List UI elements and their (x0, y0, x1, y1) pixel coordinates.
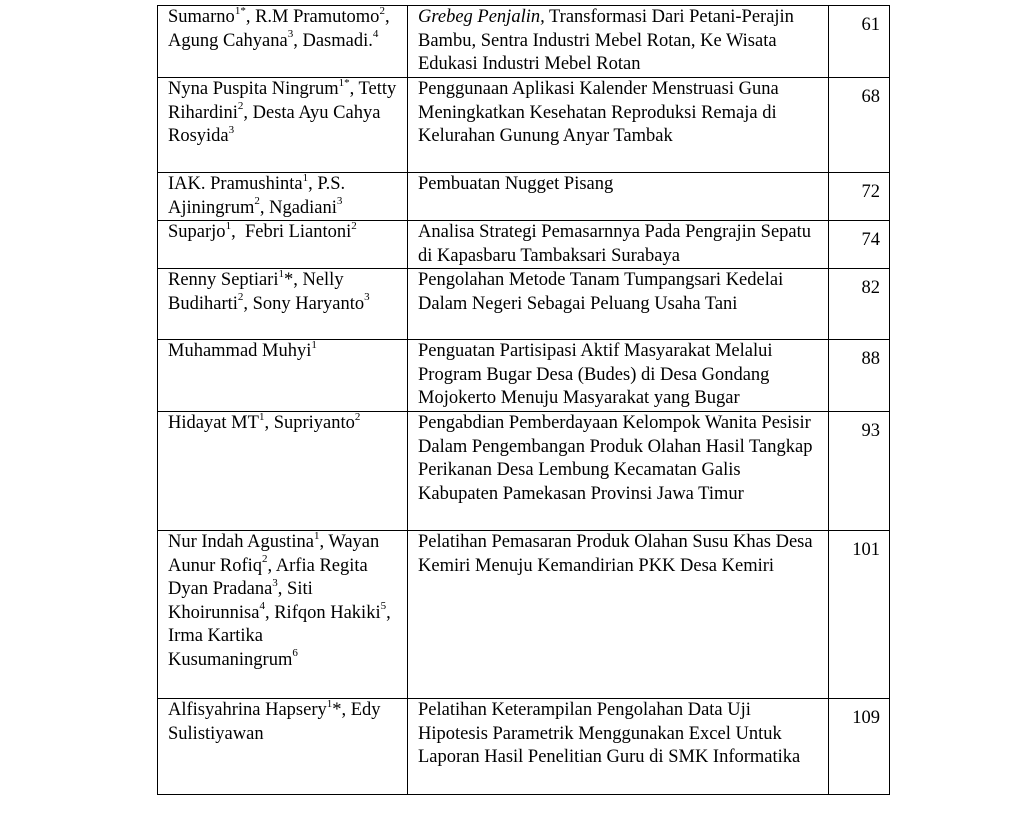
affiliation-mark: 3 (364, 291, 370, 304)
article-title-cell (408, 412, 829, 531)
article-title: Pelatihan Keterampilan Pengolahan Data Uji Hipotesis Parametrik Menggunakan Excel Untuk Laporan Hasil Penelitian Guru di SMK Informatika (418, 700, 801, 767)
affiliation-mark: 1 (326, 697, 333, 710)
author-cell (158, 340, 408, 412)
article-title-cell (408, 221, 829, 269)
author-name: Supriyanto (273, 413, 355, 433)
author-separator: , (308, 174, 318, 194)
author-cell (158, 173, 408, 221)
affiliation-mark: 1 (258, 410, 265, 423)
page-number: 93 (829, 412, 890, 531)
author-name: Renny Septiari (168, 270, 279, 290)
article-title: Pembuatan Nugget Pisang (418, 174, 614, 194)
author-name: Arfia Regita Dyan Pradana (168, 555, 368, 599)
toc-row (158, 6, 890, 78)
author-name: Rifqon Hakiki (274, 602, 381, 623)
affiliation-mark: 3 (287, 28, 294, 41)
article-title-cell (408, 78, 829, 173)
author-separator: , (319, 532, 329, 552)
author-separator: , (231, 222, 245, 242)
author-separator: , (293, 30, 303, 51)
affiliation-mark: 2 (262, 553, 268, 566)
affiliation-mark: 1* (234, 4, 246, 17)
page-number: 72 (829, 173, 890, 221)
toc-body (158, 6, 890, 795)
article-title: Transformasi Dari Petani-Perajin Bambu, Sentra Industri Mebel Rotan, Ke Wisata Edukasi Industri Mebel Rotan (418, 7, 799, 74)
author-name: Suparjo (168, 222, 226, 242)
toc-row (158, 531, 890, 699)
author-cell (158, 531, 408, 699)
article-title-cell (408, 6, 829, 78)
author-separator: , (349, 79, 359, 99)
affiliation-mark: 2 (379, 4, 385, 17)
author-name: Sumarno (168, 7, 235, 27)
toc-row (158, 412, 890, 531)
author-name: Nelly Budiharti (168, 270, 344, 314)
toc-row (158, 221, 890, 269)
author-name: R.M Pramutomo (255, 7, 380, 27)
author-name: Edy Sulistiyawan (168, 700, 381, 744)
author-separator: , (259, 197, 270, 218)
affiliation-mark: 2 (237, 100, 244, 113)
affiliation-mark: 2 (254, 195, 260, 208)
article-title-cell (408, 340, 829, 412)
author-name: P.S. Ajiningrum (168, 174, 346, 218)
page-number: 74 (829, 221, 890, 269)
table-of-contents (157, 5, 890, 795)
article-title: Penguatan Partisipasi Aktif Masyarakat Melalui Program Bugar Desa (Budes) di Desa Gondang Mojokerto Menuju Masyarakat yang Bugar (418, 341, 778, 408)
affiliation-mark: 3 (228, 123, 235, 136)
affiliation-mark: 2 (354, 410, 361, 423)
author-separator: , (267, 555, 276, 576)
article-title-italic: Grebeg Penjalin, (418, 7, 545, 27)
article-title: Pengabdian Pemberdayaan Kelompok Wanita Pesisir Dalam Pengembangan Produk Olahan Hasil Tangkap Perikanan Desa Lembung Kecamatan Galis Kabupaten Pamekasan Provinsi Jawa Timur (418, 413, 818, 504)
author-separator: , (384, 7, 394, 27)
affiliation-mark: 2 (237, 291, 244, 304)
author-name: IAK. Pramushinta (168, 174, 303, 194)
toc-row (158, 340, 890, 412)
author-separator: , (245, 7, 256, 27)
author-separator: , (243, 102, 253, 123)
author-cell (158, 699, 408, 795)
page-number: 109 (829, 699, 890, 795)
article-title: Penggunaan Aplikasi Kalender Menstruasi Guna Meningkatkan Kesehatan Reproduksi Remaja di Kelurahan Gunung Anyar Tambak (418, 79, 784, 146)
author-name: Siti Khoirunnisa (168, 579, 313, 623)
author-name: Tetty Rihardini (168, 79, 397, 123)
article-title: Pengolahan Metode Tanam Tumpangsari Kedelai Dalam Negeri Sebagai Peluang Usaha Tani (418, 270, 788, 314)
author-name: Sony Haryanto (252, 293, 365, 314)
author-name: Desta Ayu Cahya Rosyida (168, 102, 381, 146)
article-title-cell (408, 173, 829, 221)
author-separator: , (264, 602, 275, 623)
affiliation-mark: 6 (292, 647, 298, 660)
affiliation-mark: 3 (336, 195, 343, 208)
article-title: Analisa Strategi Pemasarnnya Pada Pengrajin Sepatu di Kapasbaru Tambaksari Surabaya (418, 222, 816, 266)
affiliation-mark: 1 (302, 171, 309, 184)
author-separator: , (277, 579, 288, 599)
toc-row (158, 78, 890, 173)
affiliation-mark: 5 (380, 600, 387, 613)
affiliation-mark: 1* (338, 76, 350, 89)
author-separator: *, (332, 700, 351, 720)
author-name: Nyna Puspita Ningrum (168, 79, 339, 99)
article-title: Pelatihan Pemasaran Produk Olahan Susu Khas Desa Kemiri Menuju Kemandirian PKK Desa Kemiri (418, 532, 818, 576)
affiliation-mark: 1 (278, 267, 284, 280)
author-name: Ngadiani (269, 197, 337, 218)
author-name: Irma Kartika Kusumaningrum (168, 626, 293, 670)
author-name: Agung Cahyana (168, 30, 288, 51)
affiliation-mark: 2 (351, 219, 357, 232)
author-name: Wayan Aunur Rofiq (168, 532, 380, 576)
toc-row (158, 173, 890, 221)
author-name: Muhammad Muhyi (168, 341, 312, 361)
article-title-cell (408, 269, 829, 340)
author-cell (158, 221, 408, 269)
page-number: 88 (829, 340, 890, 412)
affiliation-mark: 4 (259, 600, 265, 613)
affiliation-mark: 1 (311, 338, 317, 351)
page-number: 82 (829, 269, 890, 340)
author-separator: *, (283, 270, 303, 290)
author-name: Alfisyahrina Hapsery (168, 700, 327, 720)
author-separator: , (386, 602, 396, 623)
article-title-cell (408, 531, 829, 699)
affiliation-mark: 3 (272, 576, 278, 589)
affiliation-mark: 4 (372, 28, 379, 41)
author-cell (158, 78, 408, 173)
author-name: Febri Liantoni (244, 222, 352, 242)
author-separator: , (264, 413, 274, 433)
page-number: 68 (829, 78, 890, 173)
author-cell (158, 269, 408, 340)
author-name: Nur Indah Agustina (168, 532, 314, 552)
toc-row (158, 699, 890, 795)
author-name: Hidayat MT (168, 413, 259, 433)
article-title-cell (408, 699, 829, 795)
affiliation-mark: 1 (225, 219, 232, 232)
affiliation-mark: 1 (313, 529, 320, 542)
page-number: 101 (829, 531, 890, 699)
author-cell (158, 412, 408, 531)
author-separator: , (243, 293, 253, 314)
page-number: 61 (829, 6, 890, 78)
toc-row (158, 269, 890, 340)
author-cell (158, 6, 408, 78)
author-name: Dasmadi. (302, 30, 373, 51)
